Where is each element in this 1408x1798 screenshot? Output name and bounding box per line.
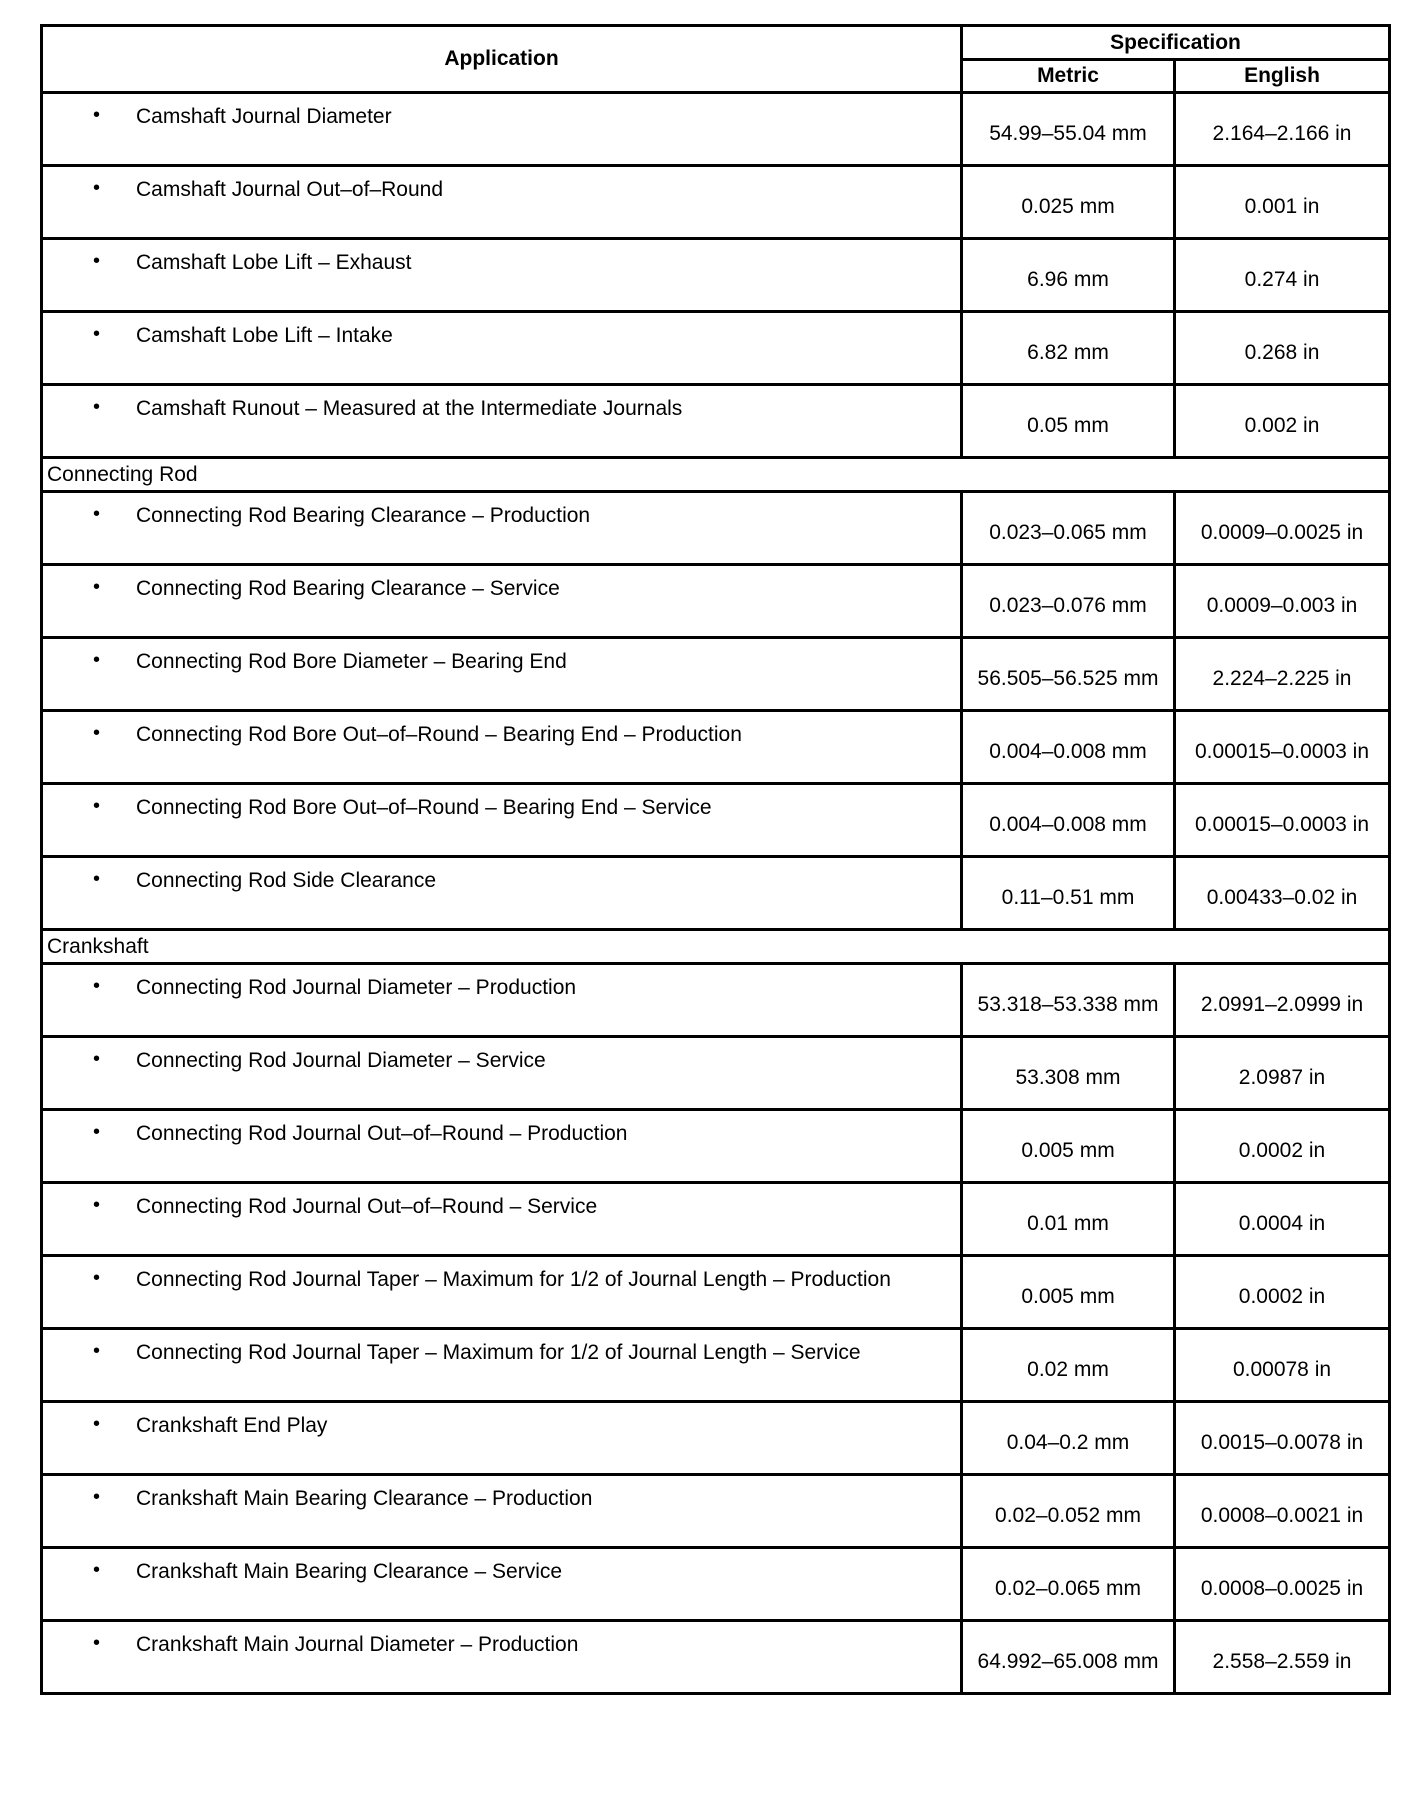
application-cell [42, 312, 962, 385]
metric-value: 64.992–65.008 mm [962, 1621, 1175, 1694]
application-label: Connecting Rod Bore Out–of–Round – Bearing End – Service [136, 796, 712, 819]
metric-value: 0.023–0.076 mm [962, 565, 1175, 638]
bullet-icon: • [93, 323, 101, 345]
application-cell [42, 711, 962, 784]
metric-value: 54.99–55.04 mm [962, 93, 1175, 166]
table-row [42, 93, 1390, 166]
bullet-icon: • [93, 722, 101, 744]
bullet-icon: • [93, 975, 101, 997]
application-label: Connecting Rod Journal Diameter – Service [136, 1049, 546, 1072]
application-label: Connecting Rod Journal Out–of–Round – Service [136, 1195, 598, 1218]
application-cell [42, 1037, 962, 1110]
bullet-icon: • [93, 795, 101, 817]
english-value: 0.00433–0.02 in [1175, 857, 1390, 930]
application-cell [42, 1548, 962, 1621]
bullet-icon: • [93, 1048, 101, 1070]
metric-value: 0.023–0.065 mm [962, 492, 1175, 565]
table-row [42, 1621, 1390, 1694]
table-row [42, 385, 1390, 458]
application-label: Crankshaft Main Bearing Clearance – Production [136, 1487, 593, 1510]
metric-header: Metric [962, 60, 1175, 93]
english-value: 2.558–2.559 in [1175, 1621, 1390, 1694]
application-label: Connecting Rod Bore Diameter – Bearing End [136, 650, 567, 673]
table-row [42, 857, 1390, 930]
application-cell [42, 1621, 962, 1694]
english-value: 0.0009–0.0025 in [1175, 492, 1390, 565]
english-value: 0.0002 in [1175, 1110, 1390, 1183]
bullet-icon: • [93, 1632, 101, 1654]
table-row [42, 1183, 1390, 1256]
table-row [42, 312, 1390, 385]
application-label: Camshaft Lobe Lift – Intake [136, 324, 393, 347]
metric-value: 0.11–0.51 mm [962, 857, 1175, 930]
metric-value: 0.05 mm [962, 385, 1175, 458]
english-value: 0.0008–0.0021 in [1175, 1475, 1390, 1548]
application-label: Connecting Rod Bearing Clearance – Production [136, 504, 591, 527]
english-value: 0.0008–0.0025 in [1175, 1548, 1390, 1621]
metric-value: 0.02–0.065 mm [962, 1548, 1175, 1621]
bullet-icon: • [93, 1121, 101, 1143]
application-label: Connecting Rod Side Clearance [136, 869, 437, 892]
metric-value: 56.505–56.525 mm [962, 638, 1175, 711]
metric-value: 0.01 mm [962, 1183, 1175, 1256]
application-cell [42, 784, 962, 857]
application-cell [42, 1256, 962, 1329]
section-row [42, 930, 1390, 964]
english-value: 0.00015–0.0003 in [1175, 784, 1390, 857]
application-cell [42, 1183, 962, 1256]
application-label: Camshaft Runout – Measured at the Intermediate Journals [136, 397, 683, 420]
application-label: Connecting Rod Journal Diameter – Production [136, 976, 577, 999]
application-label: Camshaft Journal Out–of–Round [136, 178, 444, 201]
table-row [42, 1329, 1390, 1402]
english-value: 2.224–2.225 in [1175, 638, 1390, 711]
table-row [42, 239, 1390, 312]
table-row [42, 1256, 1390, 1329]
metric-value: 0.04–0.2 mm [962, 1402, 1175, 1475]
application-cell [42, 1475, 962, 1548]
english-value: 2.164–2.166 in [1175, 93, 1390, 166]
table-row [42, 638, 1390, 711]
english-value: 0.002 in [1175, 385, 1390, 458]
metric-value: 0.005 mm [962, 1256, 1175, 1329]
english-value: 0.00015–0.0003 in [1175, 711, 1390, 784]
metric-value: 53.318–53.338 mm [962, 964, 1175, 1037]
metric-value: 0.02–0.052 mm [962, 1475, 1175, 1548]
application-label: Connecting Rod Bore Out–of–Round – Bearing End – Production [136, 723, 742, 746]
application-label: Crankshaft End Play [136, 1414, 328, 1437]
application-cell [42, 565, 962, 638]
application-cell [42, 638, 962, 711]
application-cell [42, 93, 962, 166]
specification-header: Specification [962, 26, 1390, 60]
application-label: Connecting Rod Bearing Clearance – Service [136, 577, 560, 600]
application-label: Connecting Rod Journal Taper – Maximum for 1/2 of Journal Length – Production [136, 1268, 891, 1291]
bullet-icon: • [93, 396, 101, 418]
metric-value: 6.96 mm [962, 239, 1175, 312]
table-row [42, 565, 1390, 638]
table-body [42, 93, 1390, 1694]
metric-value: 0.005 mm [962, 1110, 1175, 1183]
section-row [42, 458, 1390, 492]
table-row [42, 166, 1390, 239]
metric-value: 0.02 mm [962, 1329, 1175, 1402]
bullet-icon: • [93, 868, 101, 890]
table-row [42, 1110, 1390, 1183]
application-cell [42, 1402, 962, 1475]
specification-table [40, 24, 1391, 1695]
application-label: Crankshaft Main Journal Diameter – Production [136, 1633, 579, 1656]
table-row [42, 1037, 1390, 1110]
bullet-icon: • [93, 1340, 101, 1362]
english-value: 0.001 in [1175, 166, 1390, 239]
application-label: Connecting Rod Journal Taper – Maximum for 1/2 of Journal Length – Service [136, 1341, 861, 1364]
english-value: 0.0009–0.003 in [1175, 565, 1390, 638]
metric-value: 0.004–0.008 mm [962, 711, 1175, 784]
english-value: 0.274 in [1175, 239, 1390, 312]
application-label: Camshaft Journal Diameter [136, 105, 392, 128]
english-value: 2.0987 in [1175, 1037, 1390, 1110]
bullet-icon: • [93, 1267, 101, 1289]
application-cell [42, 857, 962, 930]
bullet-icon: • [93, 1559, 101, 1581]
application-cell [42, 1110, 962, 1183]
table-row [42, 492, 1390, 565]
metric-value: 53.308 mm [962, 1037, 1175, 1110]
metric-value: 6.82 mm [962, 312, 1175, 385]
bullet-icon: • [93, 177, 101, 199]
bullet-icon: • [93, 1413, 101, 1435]
section-title: Crankshaft [42, 930, 1390, 964]
section-title: Connecting Rod [42, 458, 1390, 492]
application-cell [42, 1329, 962, 1402]
table-row [42, 1475, 1390, 1548]
application-cell [42, 385, 962, 458]
bullet-icon: • [93, 104, 101, 126]
english-value: 0.00078 in [1175, 1329, 1390, 1402]
table-row [42, 964, 1390, 1037]
application-label: Camshaft Lobe Lift – Exhaust [136, 251, 412, 274]
bullet-icon: • [93, 1486, 101, 1508]
metric-value: 0.004–0.008 mm [962, 784, 1175, 857]
table-row [42, 1402, 1390, 1475]
english-value: 0.0004 in [1175, 1183, 1390, 1256]
application-cell [42, 964, 962, 1037]
application-cell [42, 239, 962, 312]
table-row [42, 784, 1390, 857]
table-row [42, 1548, 1390, 1621]
bullet-icon: • [93, 1194, 101, 1216]
table-row [42, 711, 1390, 784]
application-label: Crankshaft Main Bearing Clearance – Service [136, 1560, 563, 1583]
english-value: 0.0002 in [1175, 1256, 1390, 1329]
application-cell [42, 166, 962, 239]
english-value: 2.0991–2.0999 in [1175, 964, 1390, 1037]
bullet-icon: • [93, 250, 101, 272]
bullet-icon: • [93, 649, 101, 671]
english-header: English [1175, 60, 1390, 93]
english-value: 0.0015–0.0078 in [1175, 1402, 1390, 1475]
application-label: Connecting Rod Journal Out–of–Round – Production [136, 1122, 628, 1145]
application-header: Application [42, 26, 962, 93]
metric-value: 0.025 mm [962, 166, 1175, 239]
english-value: 0.268 in [1175, 312, 1390, 385]
application-cell [42, 492, 962, 565]
bullet-icon: • [93, 503, 101, 525]
bullet-icon: • [93, 576, 101, 598]
